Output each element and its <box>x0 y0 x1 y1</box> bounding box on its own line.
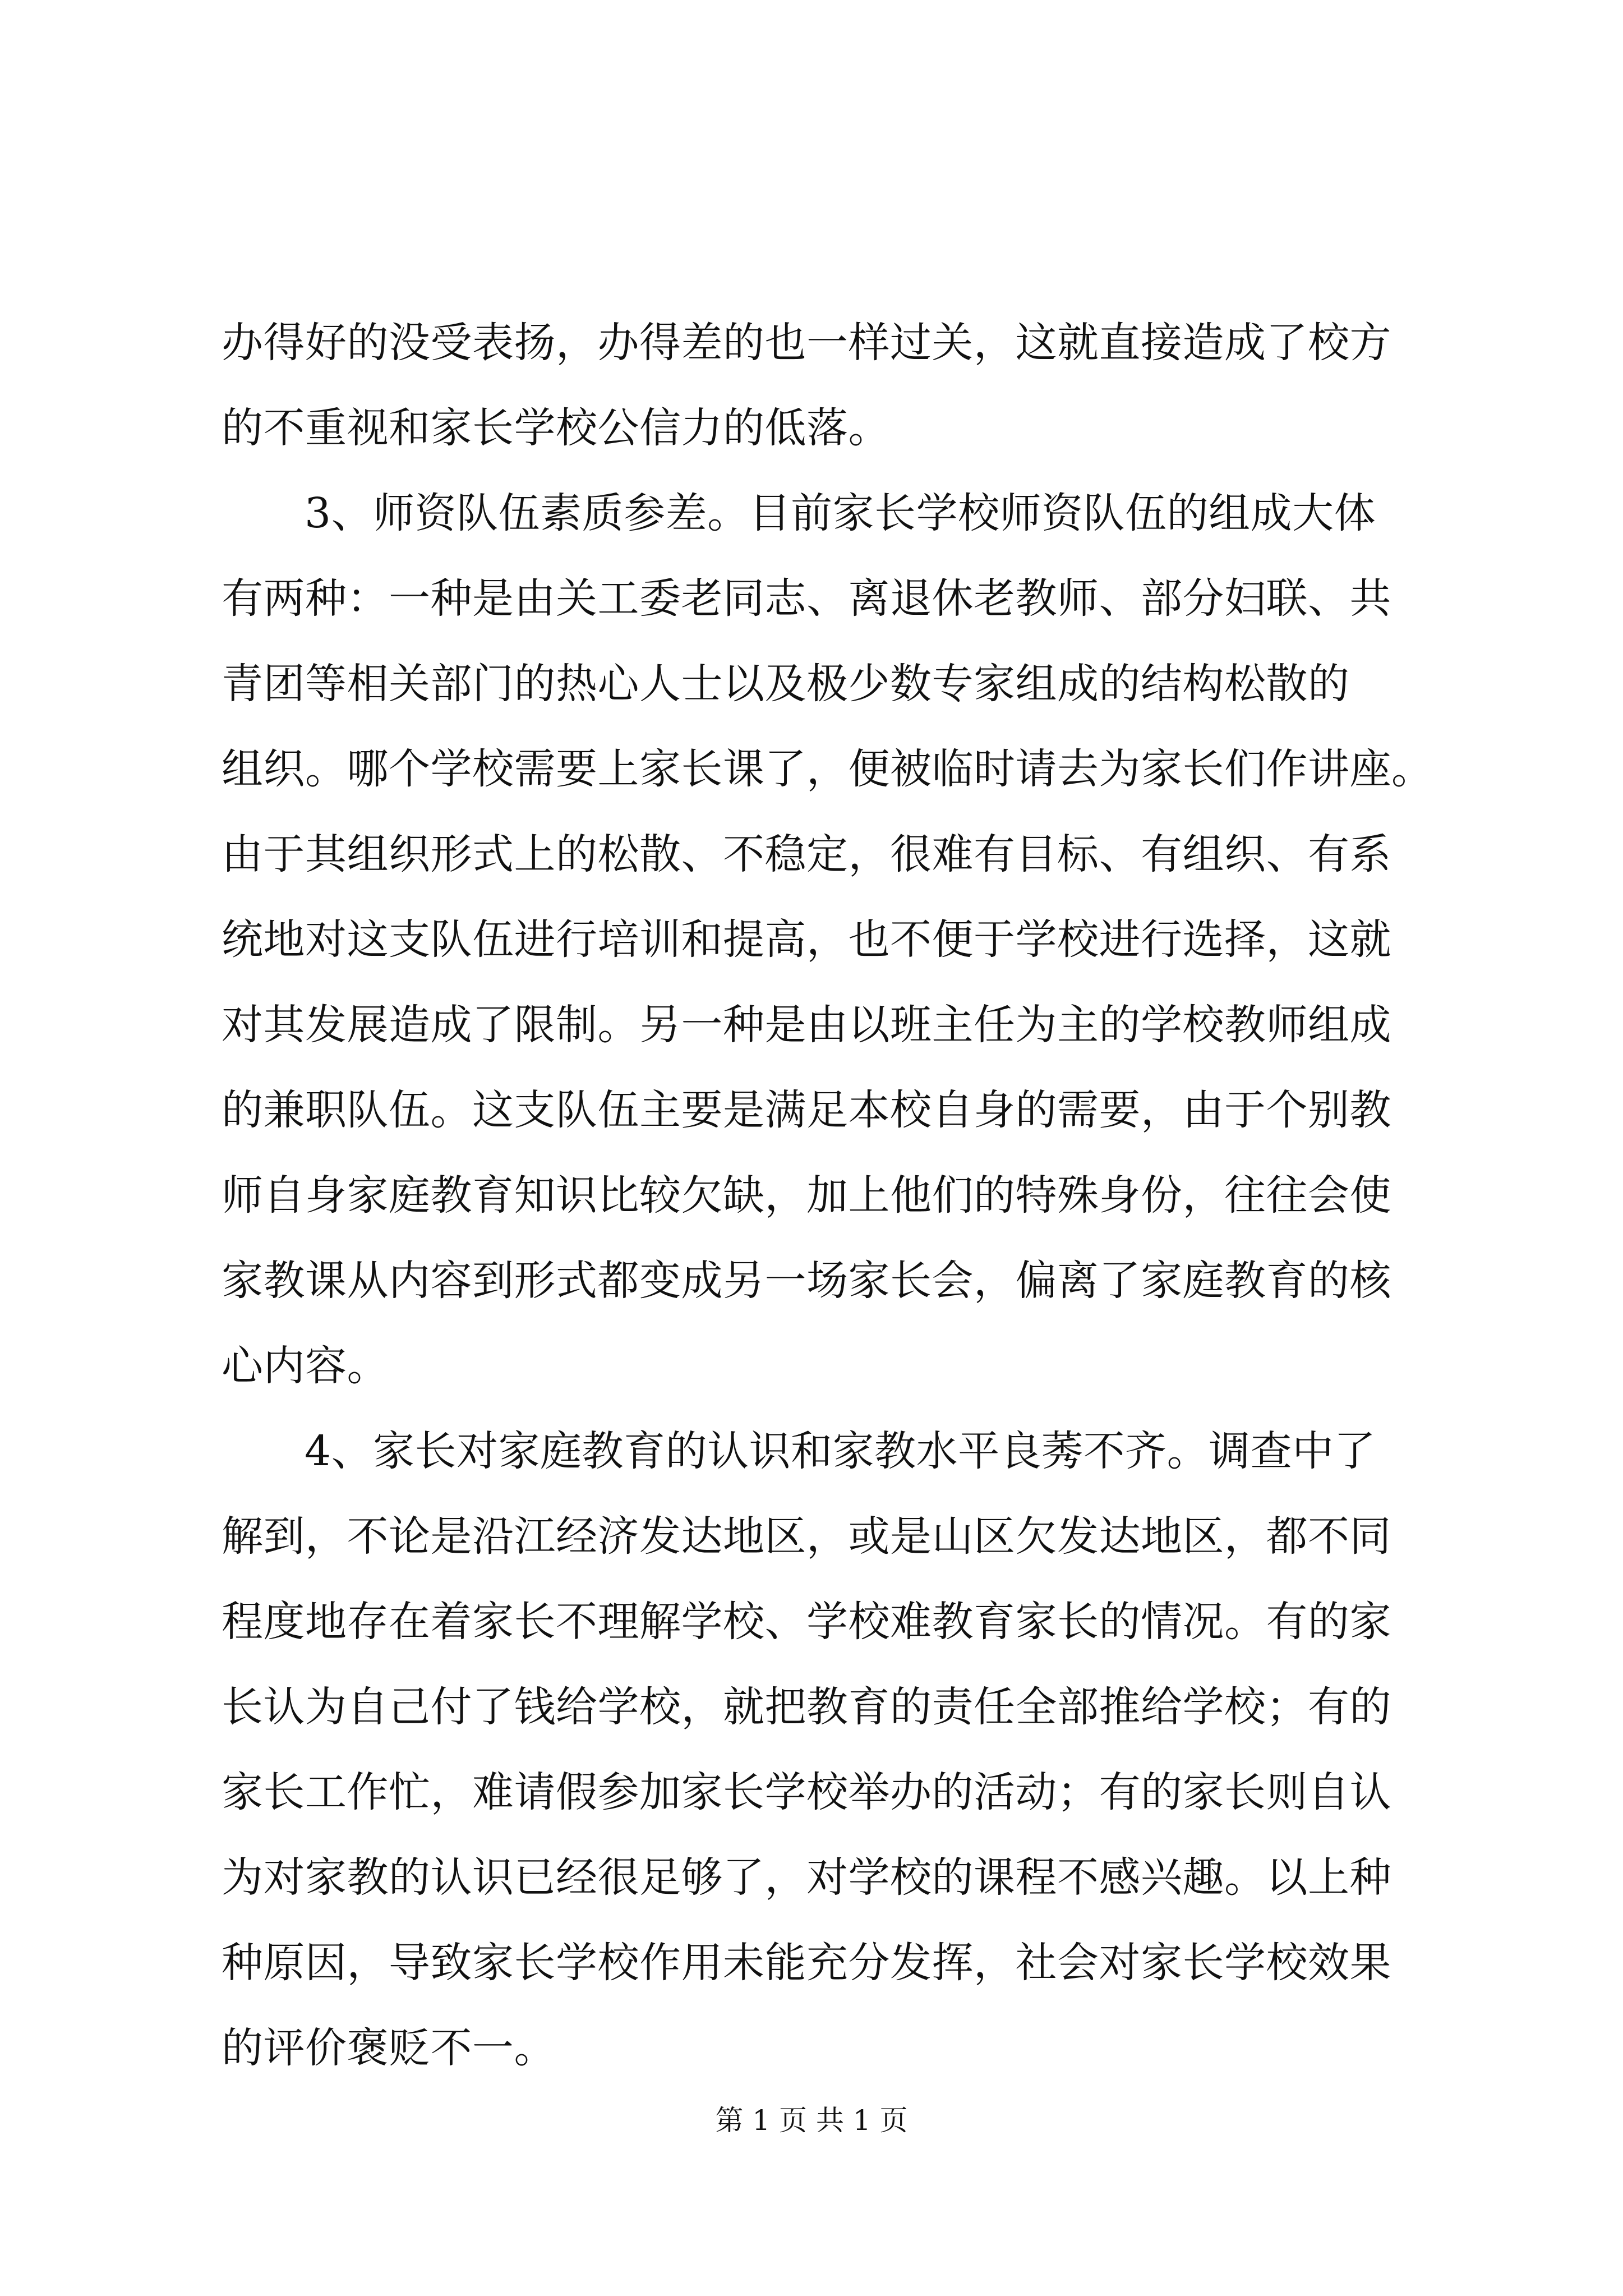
text-line: 青团等相关部门的热心人士以及极少数专家组成的结构松散的 <box>222 660 1350 708</box>
page-number-footer: 第 1 页 共 1 页 <box>715 2104 908 2137</box>
text-line: 程度地存在着家长不理解学校、学校难教育家长的情况。有的家 <box>222 1598 1391 1646</box>
text-line: 有两种：一种是由关工委老同志、离退休老教师、部分妇联、共 <box>222 574 1391 623</box>
text-line: 办得好的没受表扬，办得差的也一样过关，这就直接造成了校方 <box>222 319 1391 367</box>
text-line: 的不重视和家长学校公信力的低落。 <box>222 404 890 452</box>
text-line: 为对家教的认识已经很足够了，对学校的课程不感兴趣。以上种 <box>222 1853 1391 1902</box>
text-line: 的评价褒贬不一。 <box>222 2024 556 2072</box>
text-line: 统地对这支队伍进行培训和提高，也不便于学校进行选择，这就 <box>222 915 1391 964</box>
paragraph-start-line: 4、家长对家庭教育的认识和家教水平良莠不齐。调查中了 <box>305 1427 1376 1475</box>
text-line: 心内容。 <box>222 1342 389 1390</box>
text-line: 长认为自己付了钱给学校，就把教育的责任全部推给学校；有的 <box>222 1683 1391 1731</box>
text-line: 解到，不论是沿江经济发达地区，或是山区欠发达地区，都不同 <box>222 1512 1391 1561</box>
text-line: 家教课从内容到形式都变成另一场家长会，偏离了家庭教育的核 <box>222 1257 1391 1305</box>
text-line: 师自身家庭教育知识比较欠缺，加上他们的特殊身份，往往会使 <box>222 1171 1391 1220</box>
text-line: 对其发展造成了限制。另一种是由以班主任为主的学校教师组成 <box>222 1001 1391 1049</box>
text-line: 种原因，导致家长学校作用未能充分发挥，社会对家长学校效果 <box>222 1939 1391 1987</box>
text-line: 组织。哪个学校需要上家长课了，便被临时请去为家长们作讲座。 <box>222 745 1433 793</box>
text-line: 的兼职队伍。这支队伍主要是满足本校自身的需要，由于个别教 <box>222 1086 1391 1134</box>
text-line: 由于其组织形式上的松散、不稳定，很难有目标、有组织、有系 <box>222 830 1391 878</box>
paragraph-start-line: 3、师资队伍素质参差。目前家长学校师资队伍的组成大体 <box>305 489 1376 537</box>
text-line: 家长工作忙，难请假参加家长学校举办的活动；有的家长则自认 <box>222 1768 1391 1816</box>
document-body <box>222 300 1433 2091</box>
